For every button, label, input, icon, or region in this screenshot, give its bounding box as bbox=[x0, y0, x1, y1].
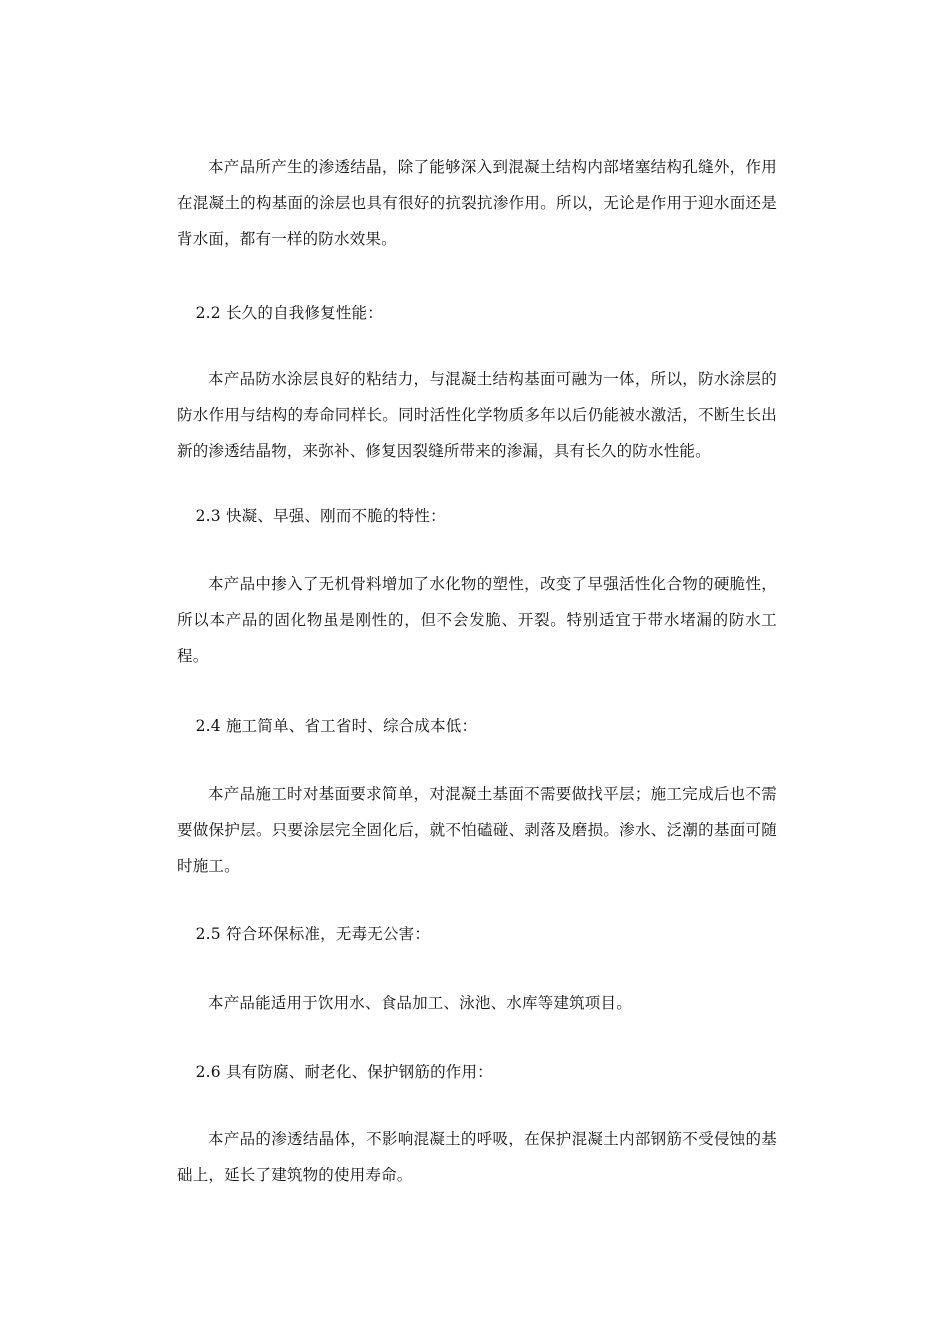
paragraph-environmental: 本产品能适用于饮用水、食品加工、泳池、水库等建筑项目。 bbox=[208, 994, 632, 1012]
heading-fast-setting: 2.3 快凝、早强、刚而不脆的特性： bbox=[195, 507, 446, 525]
paragraph-anti-corrosion: 本产品的渗透结晶体，不影响混凝土的呼吸，在保护混凝土内部钢筋不受侵蚀的基础上，延长了建筑物的使用寿命。 bbox=[177, 1130, 777, 1184]
heading-self-repair: 2.2 长久的自我修复性能： bbox=[195, 304, 383, 322]
paragraph-simple-construction: 本产品施工时对基面要求简单，对混凝土基面不需要做找平层；施工完成后也不需要做保护层。只要涂层完全固化后，就不怕磕碰、剥落及磨损。渗水、泛潮的基面可随时施工。 bbox=[177, 785, 777, 875]
paragraph-crystal-penetration: 本产品所产生的渗透结晶，除了能够深入到混凝土结构内部堵塞结构孔缝外，作用在混凝土的构基面的涂层也具有很好的抗裂抗渗作用。所以，无论是作用于迎水面还是背水面，都有一样的防水效果。 bbox=[177, 158, 777, 248]
heading-environmental: 2.5 符合环保标准，无毒无公害： bbox=[195, 925, 431, 943]
paragraph-self-repair: 本产品防水涂层良好的粘结力，与混凝土结构基面可融为一体，所以，防水涂层的防水作用与结构的寿命同样长。同时活性化学物质多年以后仍能被水激活，不断生长出新的渗透结晶物，来弥补、修复因裂缝所带来的渗漏，具有长久的防水性能。 bbox=[177, 370, 777, 460]
heading-simple-construction: 2.4 施工简单、省工省时、综合成本低： bbox=[195, 717, 478, 735]
heading-anti-corrosion: 2.6 具有防腐、耐老化、保护钢筋的作用： bbox=[195, 1063, 493, 1081]
paragraph-fast-setting: 本产品中掺入了无机骨料增加了水化物的塑性，改变了早强活性化合物的硬脆性，所以本产品的固化物虽是刚性的，但不会发脆、开裂。特别适宜于带水堵漏的防水工程。 bbox=[177, 575, 777, 665]
